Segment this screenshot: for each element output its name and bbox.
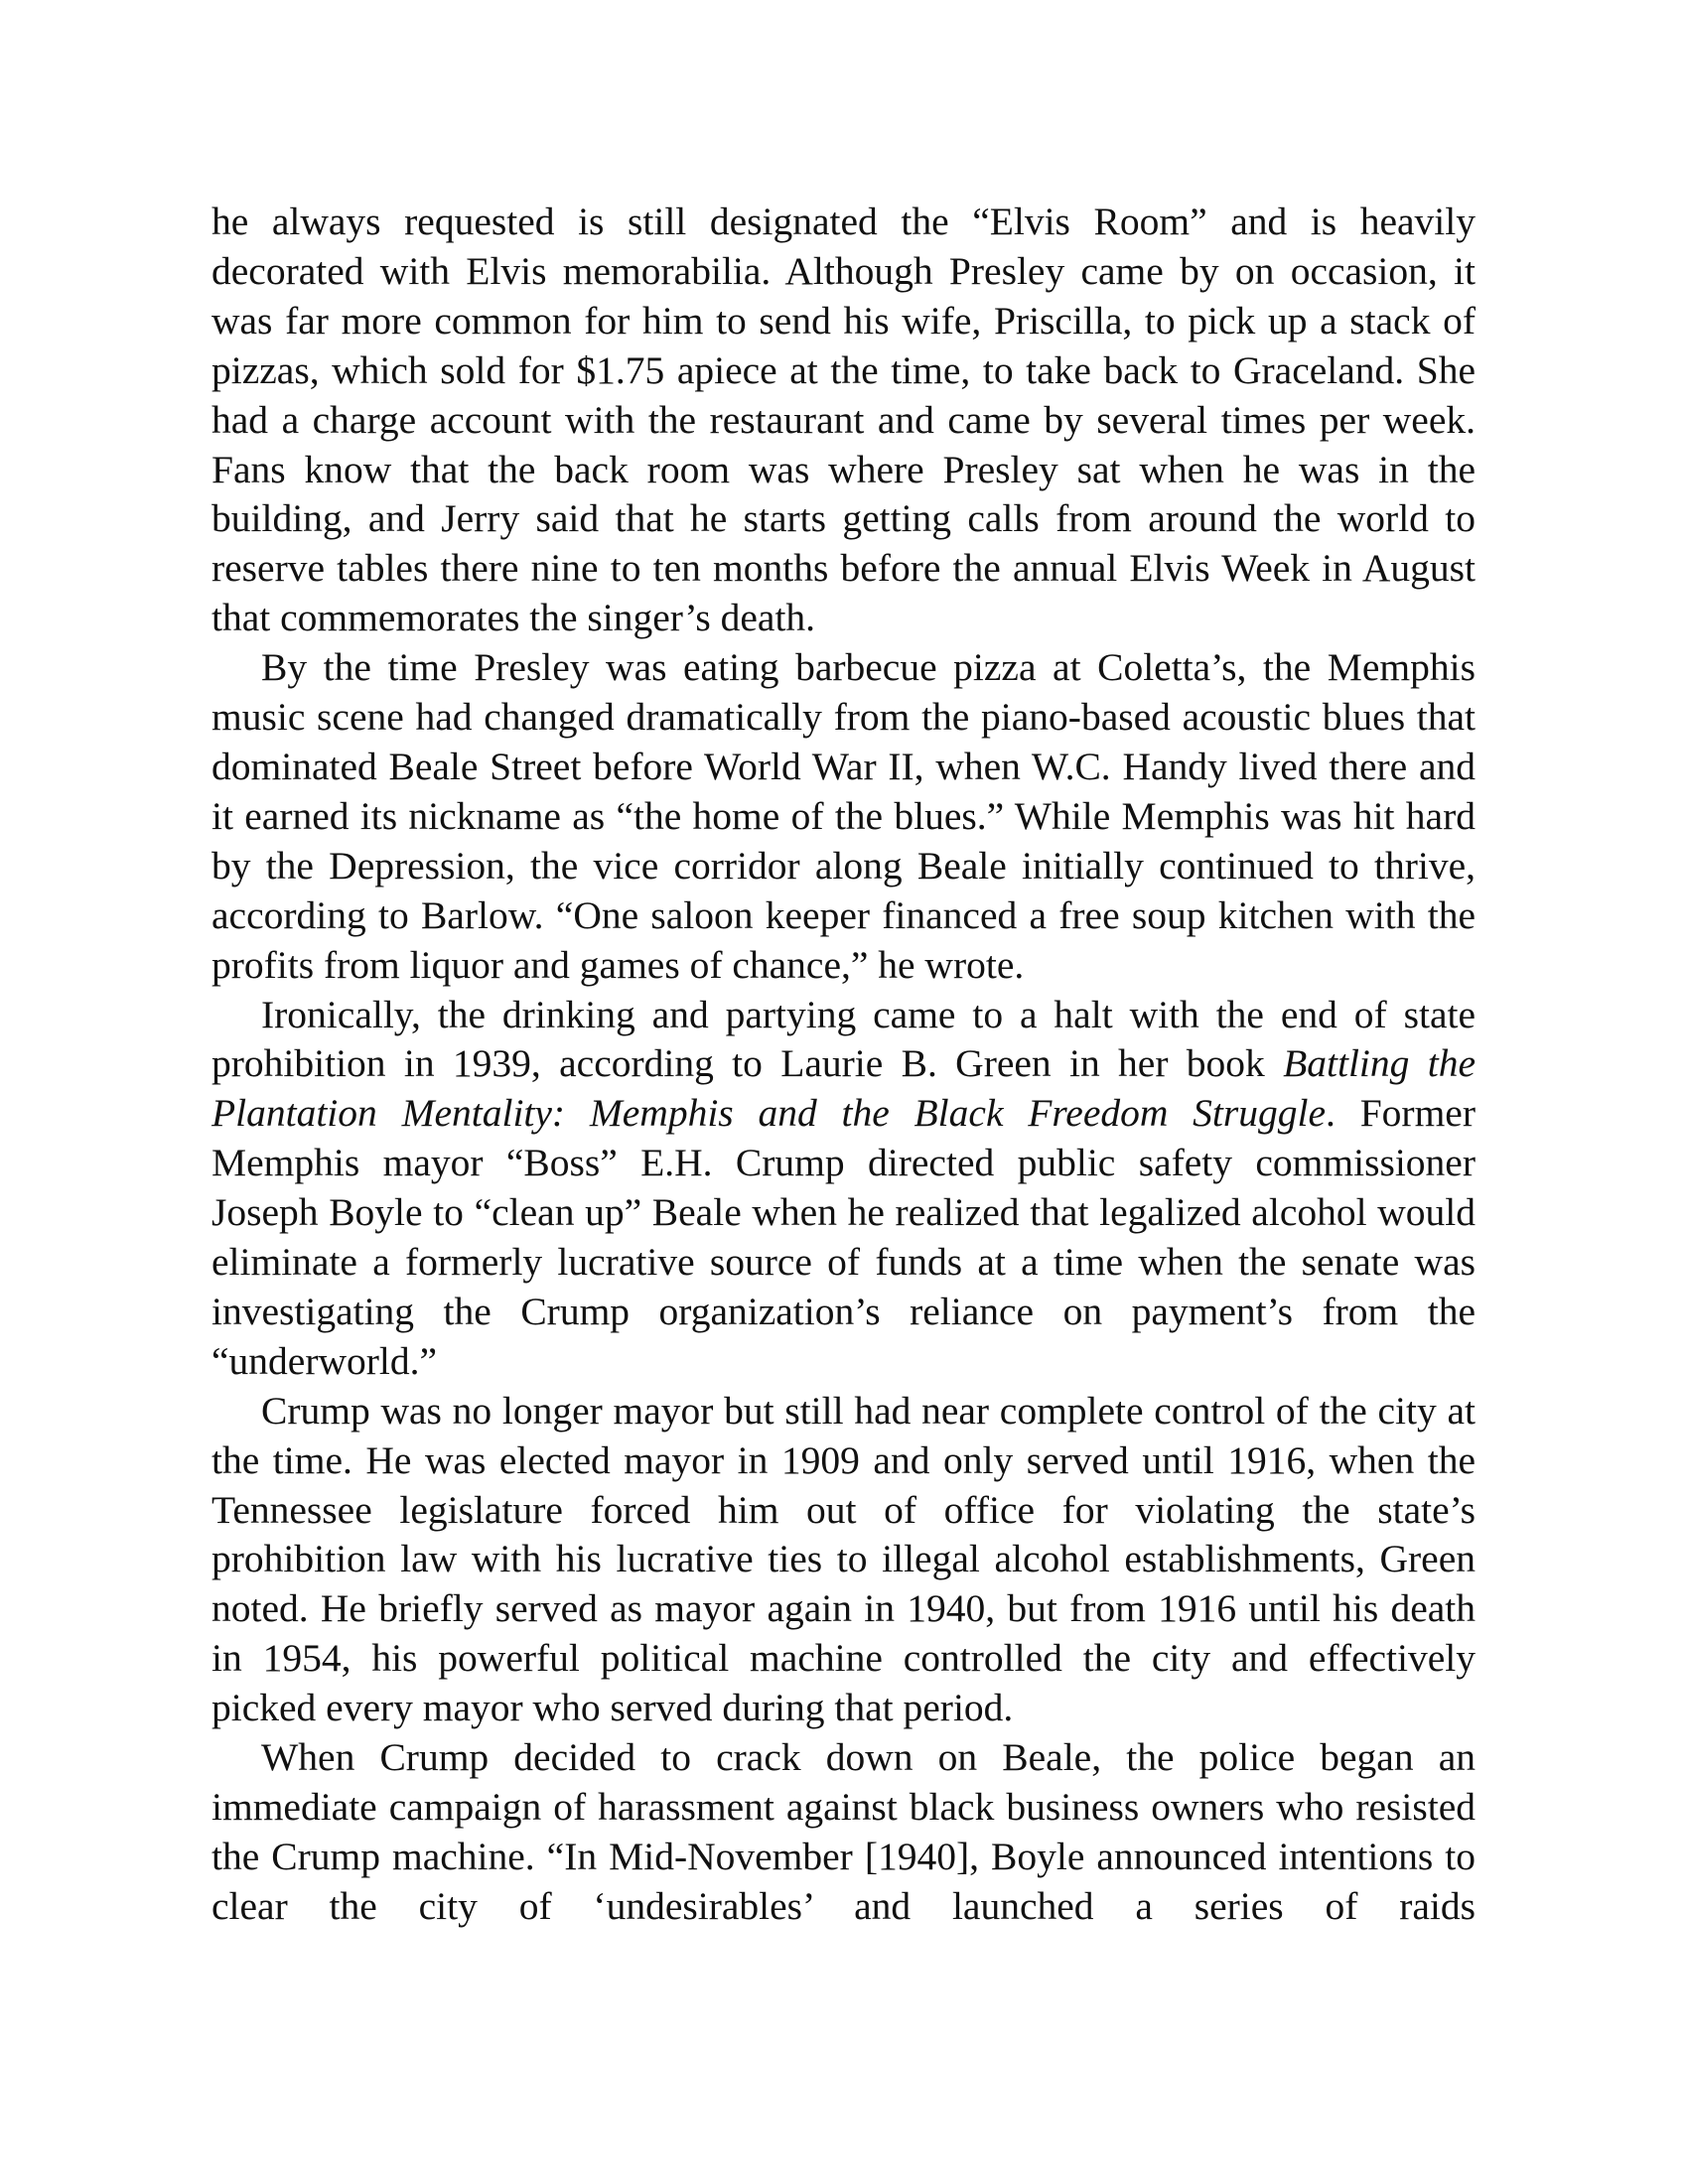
paragraph-elvis-room: he always requested is still designated the “Elvis Room” and is heavily decorated with Elvis memorabilia. Although Presley came by on occasion, it was far more common for him to send his wife, Priscilla, to pick up a stack of pizzas, which sold for $1.75 apiece at the time, to take back to Graceland. She had a charge account with the restaurant and came by several times per week. Fans know that the back room was where Presley sat when he was in the building, and Jerry said that he starts getting calls from around the world to reserve tables there nine to ten months before the annual Elvis Week in August that commemorates the singer’s death. xyxy=(211,200,1476,640)
paragraph-prohibition xyxy=(211,991,1476,1387)
paragraph-memphis-music-scene: By the time Presley was eating barbecue pizza at Coletta’s, the Memphis music scene had changed dramatically from the piano-based acoustic blues that dominated Beale Street before World War II, when W.C. Handy lived there and it earned its nickname as “the home of the blues.” While Memphis was hit hard by the Depression, the vice corridor along Beale initially continued to thrive, according to Barlow. “One saloon keeper financed a free soup kitchen with the profits from liquor and games of chance,” he wrote. xyxy=(211,645,1476,987)
paragraph-prohibition-text-after: . Former Memphis mayor “Boss” E.H. Crump directed public safety commissioner Joseph Boyle to “clean up” Beale when he realized that legalized alcohol would eliminate a formerly lucrative source of funds at a time when the senate was investigating the Crump organization’s reliance on payment’s from the “underworld.” xyxy=(211,1091,1476,1383)
page-body xyxy=(211,198,1476,1932)
paragraph-crump-control: Crump was no longer mayor but still had near complete control of the city at the time. He was elected mayor in 1909 and only served until 1916, when the Tennessee legislature forced him out of office for violating the state’s prohibition law with his lucrative ties to illegal alcohol establishments, Green noted. He briefly served as mayor again in 1940, but from 1916 until his death in 1954, his powerful political machine controlled the city and effectively picked every mayor who served during that period. xyxy=(211,1388,1476,1730)
paragraph-prohibition-text-before: Ironically, the drinking and partying came to a halt with the end of state prohibition in 1939, according to Laurie B. Green in her book xyxy=(211,992,1476,1086)
paragraph-crackdown: When Crump decided to crack down on Beale, the police began an immediate campaign of harassment against black business owners who resisted the Crump machine. “In Mid-November [1940], Boyle announced intentions to clear the city of ‘undesirables’ and launched a series of raids xyxy=(211,1735,1476,1928)
book-title: Battling the Plantation Mentality: Memphis and the Black Freedom Struggle xyxy=(211,1041,1476,1136)
